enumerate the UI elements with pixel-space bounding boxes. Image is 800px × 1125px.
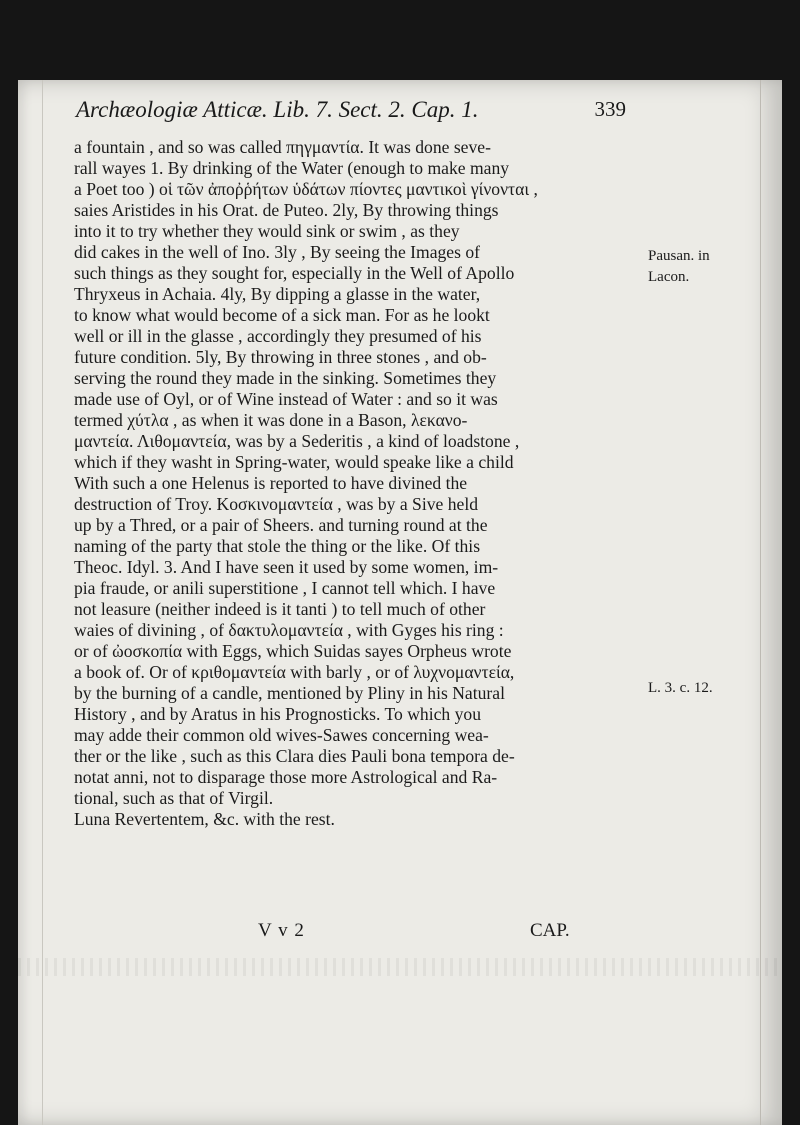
text-line: ther or the like , such as this Clara dies Pauli bona tempora de-	[74, 746, 515, 766]
text-line: History , and by Aratus in his Prognosticks. To which you	[74, 704, 482, 724]
text-line: Luna Revertentem, &c. with the rest.	[74, 809, 335, 829]
text-line: μαντεία. Λιθομαντεία, was by a Sederitis , a kind of loadstone ,	[74, 431, 520, 451]
text-line: to know what would become of a sick man. For as he lookt	[74, 305, 490, 325]
page-footer	[18, 920, 782, 950]
signature-mark: V v 2	[258, 920, 305, 941]
text-line: a Poet too ) οἱ τῶν ἀποῤῥήτων ὑδάτων πίοντες μαντικοὶ γίνονται ,	[74, 179, 538, 199]
text-line: saies Aristides in his Orat. de Puteo. 2ly, By throwing things	[74, 200, 499, 220]
running-head: Archæologiæ Atticæ. Lib. 7. Sect. 2. Cap. 1.	[76, 97, 479, 122]
book-page	[18, 80, 782, 1125]
text-line: made use of Oyl, or of Wine instead of Water : and so it was	[74, 389, 498, 409]
catchword: CAP.	[530, 920, 570, 941]
margin-note-lacon: Lacon.	[648, 269, 690, 285]
text-line: termed χύτλα , as when it was done in a Bason, λεκανο-	[74, 410, 468, 430]
text-line: may adde their common old wives-Sawes concerning wea-	[74, 725, 489, 745]
page-header	[66, 97, 626, 129]
text-line: Thryxeus in Achaia. 4ly, By dipping a glasse in the water,	[74, 284, 481, 304]
bleed-through-texture	[18, 958, 782, 976]
text-line: Theoc. Idyl. 3. And I have seen it used by some women, im-	[74, 557, 499, 577]
text-line: destruction of Troy. Κοσκινομαντεία , was by a Sive held	[74, 494, 479, 514]
text-line: well or ill in the glasse , accordingly they presumed of his	[74, 326, 482, 346]
margin-note-pliny-ref: L. 3. c. 12.	[648, 680, 713, 696]
text-line: tional, such as that of Virgil.	[74, 788, 274, 808]
text-line: a book of. Or of κριθομαντεία with barly , or of λυχνομαντεία,	[74, 662, 515, 682]
text-line: up by a Thred, or a pair of Sheers. and turning round at the	[74, 515, 488, 535]
text-line: which if they washt in Spring-water, would speake like a child	[74, 452, 514, 472]
text-line: did cakes in the well of Ino. 3ly , By seeing the Images of	[74, 242, 481, 262]
text-line: such things as they sought for, especially in the Well of Apollo	[74, 263, 515, 283]
text-line: into it to try whether they would sink or swim , as they	[74, 221, 460, 241]
text-line: future condition. 5ly, By throwing in three stones , and ob-	[74, 347, 487, 367]
text-line: not leasure (neither indeed is it tanti ) to tell much of other	[74, 599, 486, 619]
text-line: a fountain , and so was called πηγμαντία. It was done seve-	[74, 137, 491, 157]
text-line: rall wayes 1. By drinking of the Water (enough to make many	[74, 158, 510, 178]
text-line: notat anni, not to disparage those more Astrological and Ra-	[74, 767, 498, 787]
text-line: pia fraude, or anili superstitione , I cannot tell which. I have	[74, 578, 496, 598]
text-line: waies of divining , of δακτυλομαντεία , with Gyges his ring :	[74, 620, 504, 640]
text-line: With such a one Helenus is reported to have divined the	[74, 473, 468, 493]
body-text	[74, 137, 646, 830]
page-number: 339	[594, 97, 626, 121]
text-line: serving the round they made in the sinking. Sometimes they	[74, 368, 497, 388]
text-line: or of ὠοσκοπία with Eggs, which Suidas sayes Orpheus wrote	[74, 641, 512, 661]
text-line: naming of the party that stole the thing or the like. Of this	[74, 536, 481, 556]
text-line: by the burning of a candle, mentioned by Pliny in his Natural	[74, 683, 505, 703]
margin-note-pausanias: Pausan. in	[648, 248, 710, 264]
